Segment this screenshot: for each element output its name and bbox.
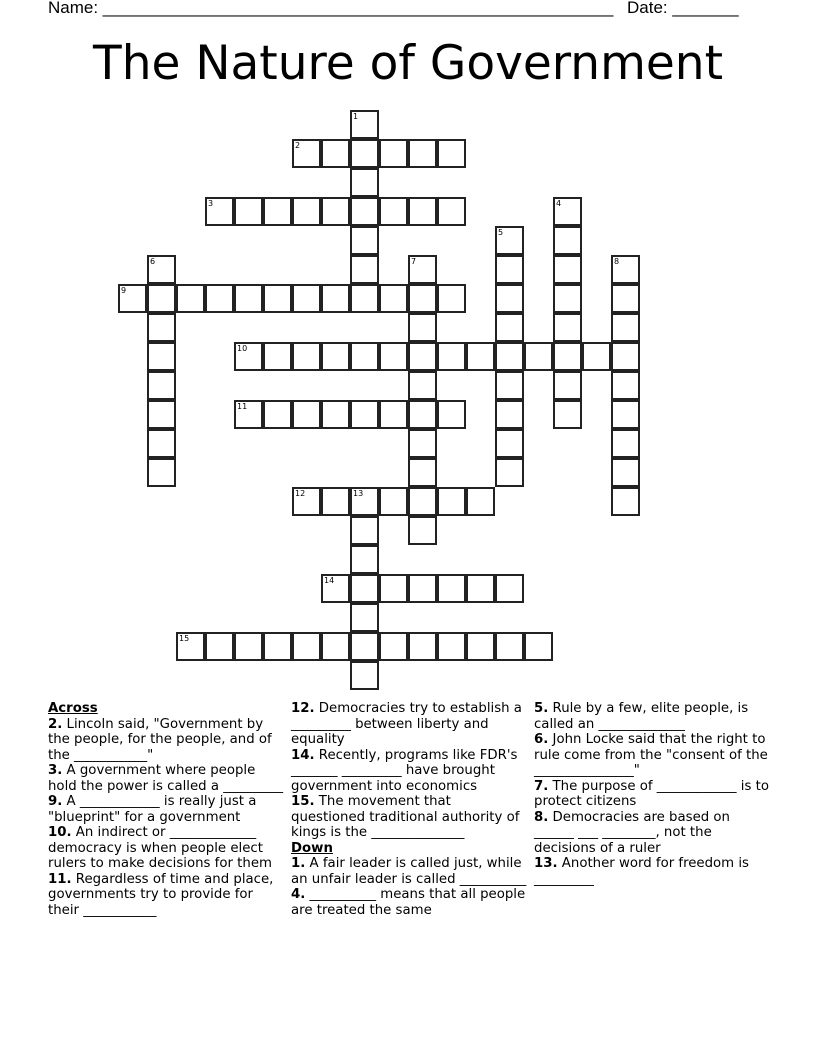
grid-cell[interactable] [321,400,350,429]
clue-number: 11. [48,871,72,887]
grid-cell[interactable] [553,371,582,400]
clue-number: 8 [614,257,620,266]
clue-number: 4 [556,199,562,208]
clue-number: 13 [353,489,364,498]
grid-cell[interactable] [495,226,524,255]
clue-column-2 [291,701,529,918]
grid-cell[interactable] [408,197,437,226]
grid-cell[interactable] [263,400,292,429]
grid-cell[interactable] [263,284,292,313]
clue-text: A government where people hold the power is called a _________ [48,763,284,794]
grid-cell[interactable] [553,197,582,226]
down-clue [291,856,529,887]
grid-cell[interactable] [408,284,437,313]
grid-cell[interactable] [292,342,321,371]
across-clue [48,794,284,825]
down-clue [534,856,770,887]
down-clue [534,732,770,779]
clue-number: 4. [291,887,306,902]
grid-cell[interactable] [495,458,524,487]
grid-cell[interactable] [321,197,350,226]
grid-cell[interactable] [611,255,640,284]
grid-cell[interactable] [408,458,437,487]
clue-text: Recently, programs like FDR's _______ _________ have brought government into economics [291,747,518,794]
clue-number: 1. [291,856,306,871]
grid-cell[interactable] [553,284,582,313]
grid-cell[interactable] [408,255,437,284]
grid-cell[interactable] [408,313,437,342]
grid-cell[interactable] [234,342,263,371]
page-title: The Nature of Government [92,36,724,91]
grid-cell[interactable] [408,632,437,661]
grid-cell[interactable] [350,545,379,574]
clue-text: Another word for freedom is _________ [534,856,749,887]
grid-cell[interactable] [292,139,321,168]
clue-number: 3 [208,199,214,208]
grid-cell[interactable] [582,342,611,371]
grid-cell[interactable] [234,632,263,661]
grid-cell[interactable] [263,632,292,661]
across-clue [48,717,284,764]
grid-cell[interactable] [495,574,524,603]
grid-cell[interactable] [437,574,466,603]
grid-cell[interactable] [147,400,176,429]
date-field[interactable]: Date: _______ [627,0,739,17]
clue-text: A ____________ is really just a "blueprint" for a government [48,794,257,825]
grid-cell[interactable] [379,487,408,516]
across-heading: Across [48,701,98,716]
grid-cell[interactable] [379,400,408,429]
clue-number: 3. [48,763,63,778]
grid-cell[interactable] [553,226,582,255]
grid-cell[interactable] [495,429,524,458]
grid-cell[interactable] [147,255,176,284]
grid-cell[interactable] [350,400,379,429]
grid-cell[interactable] [205,197,234,226]
clue-text: Democracies try to establish a _________ between liberty and equality [291,701,522,747]
grid-cell[interactable] [176,284,205,313]
grid-cell[interactable] [408,429,437,458]
clue-number: 7 [411,257,417,266]
grid-cell[interactable] [234,400,263,429]
clue-column-1 [48,701,284,918]
grid-cell[interactable] [350,197,379,226]
grid-cell[interactable] [466,342,495,371]
grid-cell[interactable] [611,371,640,400]
grid-cell[interactable] [379,197,408,226]
across-clue [48,872,284,919]
grid-cell[interactable] [321,574,350,603]
grid-cell[interactable] [466,487,495,516]
grid-cell[interactable] [553,313,582,342]
grid-cell[interactable] [321,139,350,168]
clue-number: 10 [237,344,248,353]
grid-cell[interactable] [379,342,408,371]
grid-cell[interactable] [321,284,350,313]
clue-number: 5 [498,228,504,237]
grid-cell[interactable] [611,487,640,516]
grid-cell[interactable] [379,284,408,313]
clue-number: 14. [291,747,315,763]
down-clue [534,701,770,732]
clue-number: 2 [295,141,301,150]
clue-text: The purpose of ____________ is to protect citizens [534,778,769,809]
grid-cell[interactable] [611,284,640,313]
grid-cell[interactable] [553,255,582,284]
clue-text: An indirect or _____________ democracy is when people elect rulers to make decisions for them [48,825,272,871]
grid-cell[interactable] [292,284,321,313]
grid-cell[interactable] [379,632,408,661]
grid-cell[interactable] [350,139,379,168]
down-clue [534,779,770,810]
across-clue [291,794,529,841]
grid-cell[interactable] [611,342,640,371]
clue-number: 5. [534,701,549,716]
clue-text: __________ means that all people are treated the same [291,887,526,918]
grid-cell[interactable] [234,284,263,313]
grid-cell[interactable] [408,487,437,516]
grid-cell[interactable] [495,255,524,284]
grid-cell[interactable] [437,284,466,313]
grid-cell[interactable] [205,284,234,313]
grid-cell[interactable] [350,284,379,313]
grid-cell[interactable] [495,371,524,400]
grid-cell[interactable] [466,574,495,603]
grid-cell[interactable] [553,400,582,429]
grid-cell[interactable] [147,284,176,313]
grid-cell[interactable] [147,429,176,458]
grid-cell[interactable] [524,342,553,371]
grid-cell[interactable] [350,603,379,632]
grid-cell[interactable] [408,574,437,603]
grid-cell[interactable] [350,632,379,661]
grid-cell[interactable] [350,574,379,603]
grid-cell[interactable] [350,516,379,545]
grid-cell[interactable] [350,110,379,139]
grid-cell[interactable] [495,632,524,661]
grid-cell[interactable] [437,632,466,661]
grid-cell[interactable] [408,342,437,371]
clue-text: John Locke said that the right to rule come from the "consent of the _______________" [534,732,768,778]
across-clue [291,701,529,748]
grid-cell[interactable] [408,400,437,429]
grid-cell[interactable] [437,342,466,371]
grid-cell[interactable] [292,487,321,516]
grid-cell[interactable] [350,661,379,690]
grid-cell[interactable] [611,458,640,487]
grid-cell[interactable] [321,632,350,661]
grid-cell[interactable] [495,400,524,429]
grid-cell[interactable] [350,255,379,284]
grid-cell[interactable] [437,139,466,168]
grid-cell[interactable] [524,632,553,661]
grid-cell[interactable] [611,429,640,458]
grid-cell[interactable] [437,400,466,429]
clue-number: 9. [48,794,63,809]
grid-cell[interactable] [147,313,176,342]
clue-text: Regardless of time and place, governments try to provide for their ___________ [48,871,274,918]
clue-text: Democracies are based on ______ ___ ________, not the decisions of a ruler [534,809,730,856]
grid-cell[interactable] [495,313,524,342]
grid-cell[interactable] [147,342,176,371]
clue-number: 6. [534,732,549,747]
grid-cell[interactable] [292,400,321,429]
clue-number: 15 [179,634,190,643]
across-clue [48,763,284,794]
grid-cell[interactable] [234,197,263,226]
grid-cell[interactable] [379,574,408,603]
clue-number: 8. [534,809,549,825]
grid-cell[interactable] [147,371,176,400]
grid-cell[interactable] [321,342,350,371]
grid-cell[interactable] [292,197,321,226]
down-heading: Down [291,840,333,856]
grid-cell[interactable] [495,342,524,371]
clue-number: 14 [324,576,335,585]
name-field[interactable]: Name: ______________________________________________________ [48,0,614,17]
grid-cell[interactable] [611,400,640,429]
grid-cell[interactable] [118,284,147,313]
grid-cell[interactable] [263,342,292,371]
grid-cell[interactable] [263,197,292,226]
clue-number: 1 [353,112,359,121]
clue-text: Rule by a few, elite people, is called an _____________ [534,701,749,732]
clue-number: 12 [295,489,306,498]
grid-cell[interactable] [553,342,582,371]
across-clue [291,748,529,795]
clue-number: 11 [237,402,248,411]
grid-cell[interactable] [408,371,437,400]
grid-cell[interactable] [437,487,466,516]
clue-column-3 [534,701,770,887]
grid-cell[interactable] [437,197,466,226]
grid-cell[interactable] [321,487,350,516]
clue-number: 6 [150,257,156,266]
grid-cell[interactable] [205,632,234,661]
clue-number: 10. [48,825,72,840]
clue-text: A fair leader is called just, while an unfair leader is called __________ [291,856,527,887]
clue-number: 12. [291,701,315,716]
grid-cell[interactable] [350,487,379,516]
grid-cell[interactable] [466,632,495,661]
clue-text: The movement that questioned traditional authority of kings is the ______________ [291,794,520,840]
grid-cell[interactable] [379,139,408,168]
grid-cell[interactable] [350,168,379,197]
clue-number: 2. [48,716,63,732]
grid-cell[interactable] [350,342,379,371]
clue-number: 9 [121,286,127,295]
down-clue [534,810,770,857]
grid-cell[interactable] [350,226,379,255]
grid-cell[interactable] [147,458,176,487]
grid-cell[interactable] [611,313,640,342]
across-clue [48,825,284,872]
down-clue [291,887,529,918]
grid-cell[interactable] [408,139,437,168]
clue-number: 7. [534,778,549,794]
grid-cell[interactable] [495,284,524,313]
clue-text: Lincoln said, "Government by the people, for the people, and of the ___________" [48,716,272,763]
clue-number: 15. [291,794,315,809]
grid-cell[interactable] [176,632,205,661]
grid-cell[interactable] [292,632,321,661]
clue-number: 13. [534,856,558,871]
grid-cell[interactable] [408,516,437,545]
